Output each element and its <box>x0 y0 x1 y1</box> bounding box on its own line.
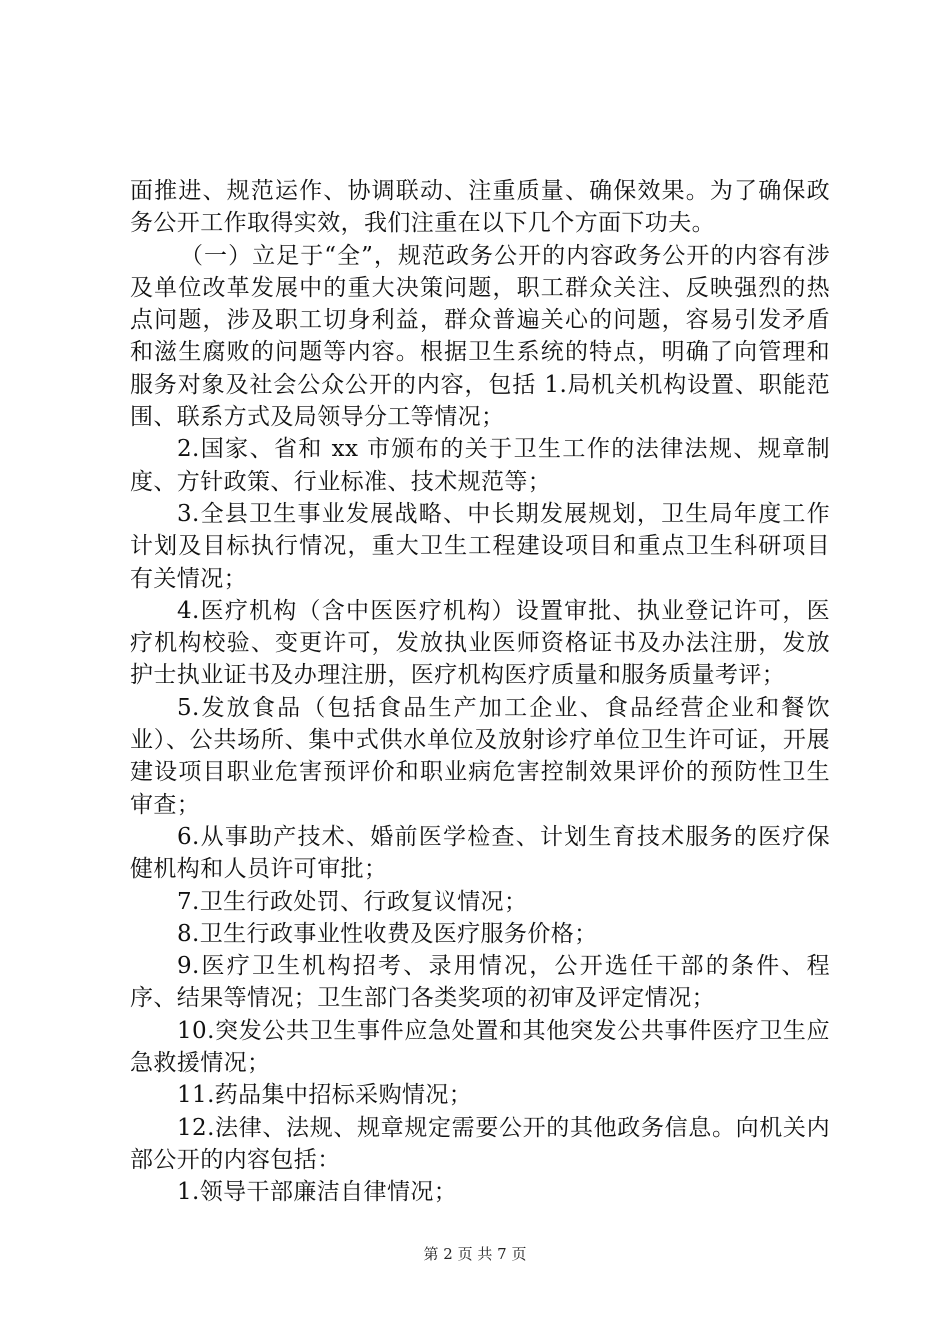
document-body <box>130 175 830 1209</box>
paragraph-10: 9.医疗卫生机构招考、录用情况，公开选任干部的条件、程序、结果等情况；卫生部门各类奖项的初审及评定情况； <box>130 953 830 1012</box>
paragraph-13: 12.法律、法规、规章规定需要公开的其他政务信息。向机关内部公开的内容包括： <box>130 1114 830 1173</box>
paragraph-14: 1.领导干部廉洁自律情况； <box>177 1179 458 1206</box>
paragraph-2: （一）立足于“全”，规范政务公开的内容政务公开的内容有涉及单位改革发展中的重大决策问题，职工群众关注、反映强烈的热点问题，涉及职工切身利益，群众普遍关心的问题，容易引发矛盾和滋生腐败的问题等内容。根据卫生系统的特点，明确了向管理和服务对象及社会公众公开的内容，包括 1.局机关机构设置、职能范围、联系方式及局领导分工等情况； <box>130 242 830 431</box>
paragraph-9: 8.卫生行政事业性收费及医疗服务价格； <box>177 920 598 947</box>
paragraph-7: 6.从事助产技术、婚前医学检查、计划生育技术服务的医疗保健机构和人员许可审批； <box>130 823 830 883</box>
paragraph-1: 面推进、规范运作、协调联动、注重质量、确保效果。为了确保政务公开工作取得实效，我们注重在以下几个方面下功夫。 <box>130 178 830 237</box>
paragraph-5: 4.医疗机构（含中医医疗机构）设置审批、执业登记许可，医疗机构校验、变更许可，发放执业医师资格证书及办法注册，发放护士执业证书及办理注册，医疗机构医疗质量和服务质量考评； <box>130 597 830 689</box>
paragraph-11: 10.突发公共卫生事件应急处置和其他突发公共事件医疗卫生应急救援情况； <box>130 1017 830 1077</box>
page-footer: 第 2 页 共 7 页 <box>423 1245 527 1263</box>
paragraph-4: 3.全县卫生事业发展战略、中长期发展规划，卫生局年度工作计划及目标执行情况，重大卫生工程建设项目和重点卫生科研项目有关情况； <box>130 500 830 592</box>
paragraph-12: 11.药品集中招标采购情况； <box>177 1082 473 1109</box>
paragraph-8: 7.卫生行政处罚、行政复议情况； <box>177 888 528 915</box>
paragraph-6: 5.发放食品（包括食品生产加工企业、食品经营企业和餐饮业）、公共场所、集中式供水单位及放射诊疗单位卫生许可证，开展建设项目职业危害预评价和职业病危害控制效果评价的预防性卫生审查； <box>130 694 830 818</box>
paragraph-3: 2.国家、省和 xx 市颁布的关于卫生工作的法律法规、规章制度、方针政策、行业标准、技术规范等； <box>130 436 830 495</box>
